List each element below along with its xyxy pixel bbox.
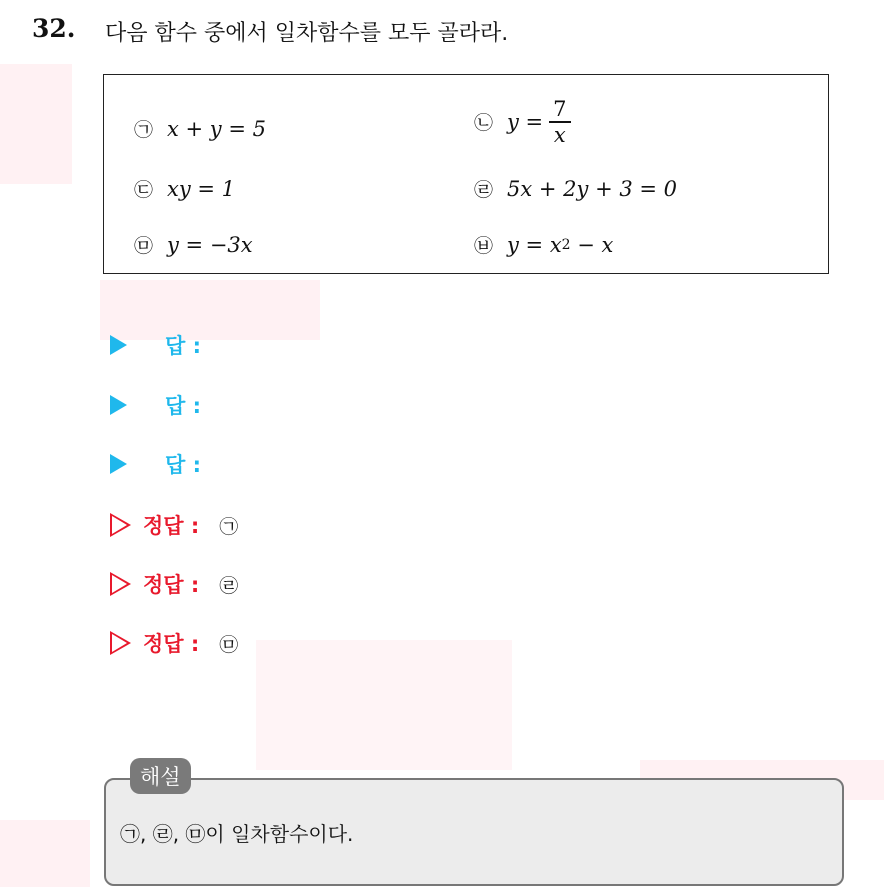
choice-expression: y = −3x bbox=[167, 232, 253, 257]
choice-expression: 5x + 2y + 3 = 0 bbox=[507, 176, 678, 201]
question-text: 다음 함수 중에서 일차함수를 모두 골라라. bbox=[105, 21, 509, 46]
play-arrow-icon bbox=[110, 395, 127, 415]
watermark-block bbox=[0, 820, 90, 887]
watermark-block bbox=[0, 64, 72, 184]
choice-1 bbox=[134, 115, 266, 142]
fraction bbox=[549, 97, 570, 147]
fraction-numerator: 7 bbox=[553, 97, 567, 121]
play-arrow-icon bbox=[110, 454, 127, 474]
watermark-block bbox=[256, 640, 512, 770]
correct-label: 정답 : bbox=[143, 632, 200, 656]
correct-row-3 bbox=[110, 628, 238, 658]
correct-value: ㉤ bbox=[219, 633, 239, 656]
correct-row-1 bbox=[110, 510, 238, 540]
play-arrow-icon bbox=[110, 335, 127, 355]
choice-expression: x + y = 5 bbox=[167, 116, 266, 141]
choice-2 bbox=[474, 97, 571, 147]
choice-expression: xy = 1 bbox=[167, 176, 236, 201]
choice-marker: ㉢ bbox=[134, 179, 154, 201]
choice-4 bbox=[474, 175, 677, 202]
choice-marker: ㉡ bbox=[474, 112, 494, 135]
choice-5 bbox=[134, 231, 253, 258]
answer-row-2 bbox=[110, 390, 201, 420]
correct-row-2 bbox=[110, 569, 238, 599]
outline-arrow-icon bbox=[110, 631, 131, 655]
correct-value: ㉣ bbox=[219, 574, 239, 597]
question-number: 32. bbox=[32, 14, 76, 43]
choice-marker: ㉤ bbox=[134, 235, 154, 257]
correct-label: 정답 : bbox=[143, 514, 200, 538]
answer-label: 답 : bbox=[165, 453, 201, 477]
choice-marker: ㉥ bbox=[474, 235, 494, 257]
outline-arrow-icon bbox=[110, 572, 131, 596]
choice-marker: ㉣ bbox=[474, 179, 494, 201]
choice-marker: ㉠ bbox=[134, 119, 154, 141]
answer-row-1 bbox=[110, 330, 201, 360]
correct-label: 정답 : bbox=[143, 573, 200, 597]
correct-value: ㉠ bbox=[219, 515, 239, 538]
solution-box bbox=[104, 778, 844, 886]
choice-expression-lhs: y = bbox=[507, 109, 544, 134]
choice-expression-lhs: y = x bbox=[507, 232, 562, 257]
answer-label: 답 : bbox=[165, 394, 201, 418]
exponent: 2 bbox=[561, 236, 571, 253]
fraction-denominator: x bbox=[553, 122, 566, 147]
solution-text: ㉠, ㉣, ㉤이 일차함수이다. bbox=[120, 822, 354, 846]
solution-tag: 해설 bbox=[130, 758, 191, 794]
choice-6 bbox=[474, 231, 613, 258]
choice-expression-rhs: − x bbox=[570, 232, 614, 257]
choice-3 bbox=[134, 175, 235, 202]
outline-arrow-icon bbox=[110, 513, 131, 537]
answer-label: 답 : bbox=[165, 334, 201, 358]
answer-row-3 bbox=[110, 449, 201, 479]
choice-box bbox=[103, 74, 829, 274]
